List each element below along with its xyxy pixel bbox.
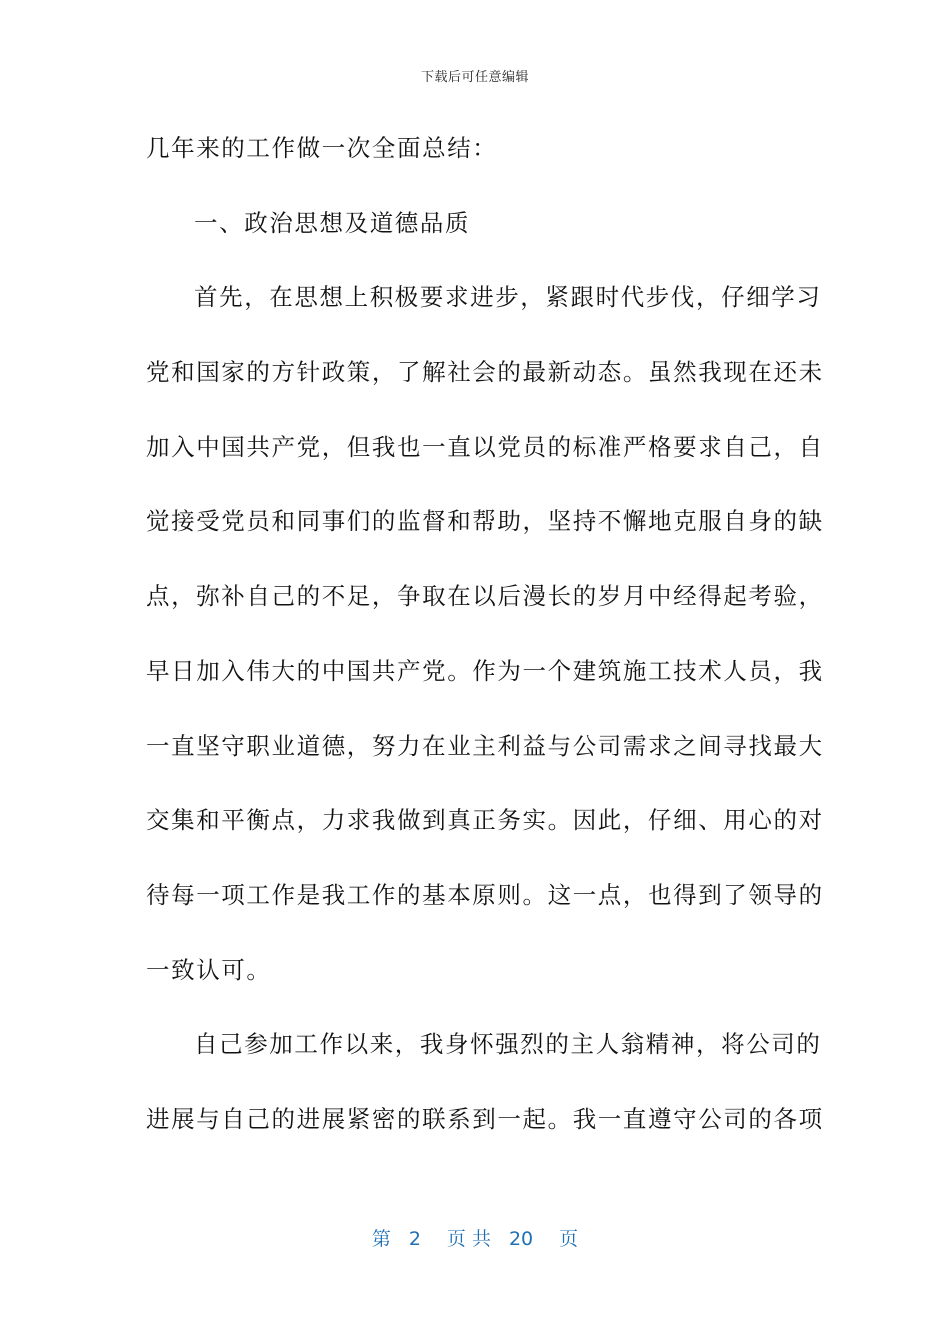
page-footer xyxy=(0,1224,950,1251)
text-line: 几年来的工作做一次全面总结： xyxy=(146,134,498,162)
text-line: 一致认可。 xyxy=(146,955,272,984)
total-pages-number: 20 xyxy=(508,1228,534,1250)
footer-middle: 页 共 xyxy=(446,1228,491,1250)
text-line: 点，弥补自己的不足，争取在以后漫长的岁月中经得起考验， xyxy=(146,582,824,611)
text-line: 自己参加工作以来，我身怀强烈的主人翁精神，将公司的 xyxy=(194,1030,822,1059)
text-line: 早日加入伟大的中国共产党。作为一个建筑施工技术人员，我 xyxy=(146,656,824,685)
section-heading: 一、政治思想及道德品质 xyxy=(194,208,471,237)
text-line: 觉接受党员和同事们的监督和帮助，坚持不懈地克服自身的缺 xyxy=(146,507,824,536)
document-body xyxy=(146,125,824,1171)
current-page-number: 2 xyxy=(408,1228,421,1250)
text-line: 待每一项工作是我工作的基本原则。这一点，也得到了领导的 xyxy=(146,880,824,909)
footer-suffix: 页 xyxy=(559,1228,579,1250)
text-line: 加入中国共产党，但我也一直以党员的标准严格要求自己，自 xyxy=(146,432,824,461)
text-line: 进展与自己的进展紧密的联系到一起。我一直遵守公司的各项 xyxy=(146,1104,824,1133)
text-line: 首先，在思想上积极要求进步，紧跟时代步伐，仔细学习 xyxy=(194,283,822,312)
text-line: 党和国家的方针政策，了解社会的最新动态。虽然我现在还未 xyxy=(146,358,824,387)
text-line: 一直坚守职业道德，努力在业主利益与公司需求之间寻找最大 xyxy=(146,731,824,760)
header-note: 下载后可任意编辑 xyxy=(420,70,529,85)
text-line: 交集和平衡点，力求我做到真正务实。因此，仔细、用心的对 xyxy=(146,806,824,835)
footer-prefix: 第 xyxy=(371,1228,391,1250)
